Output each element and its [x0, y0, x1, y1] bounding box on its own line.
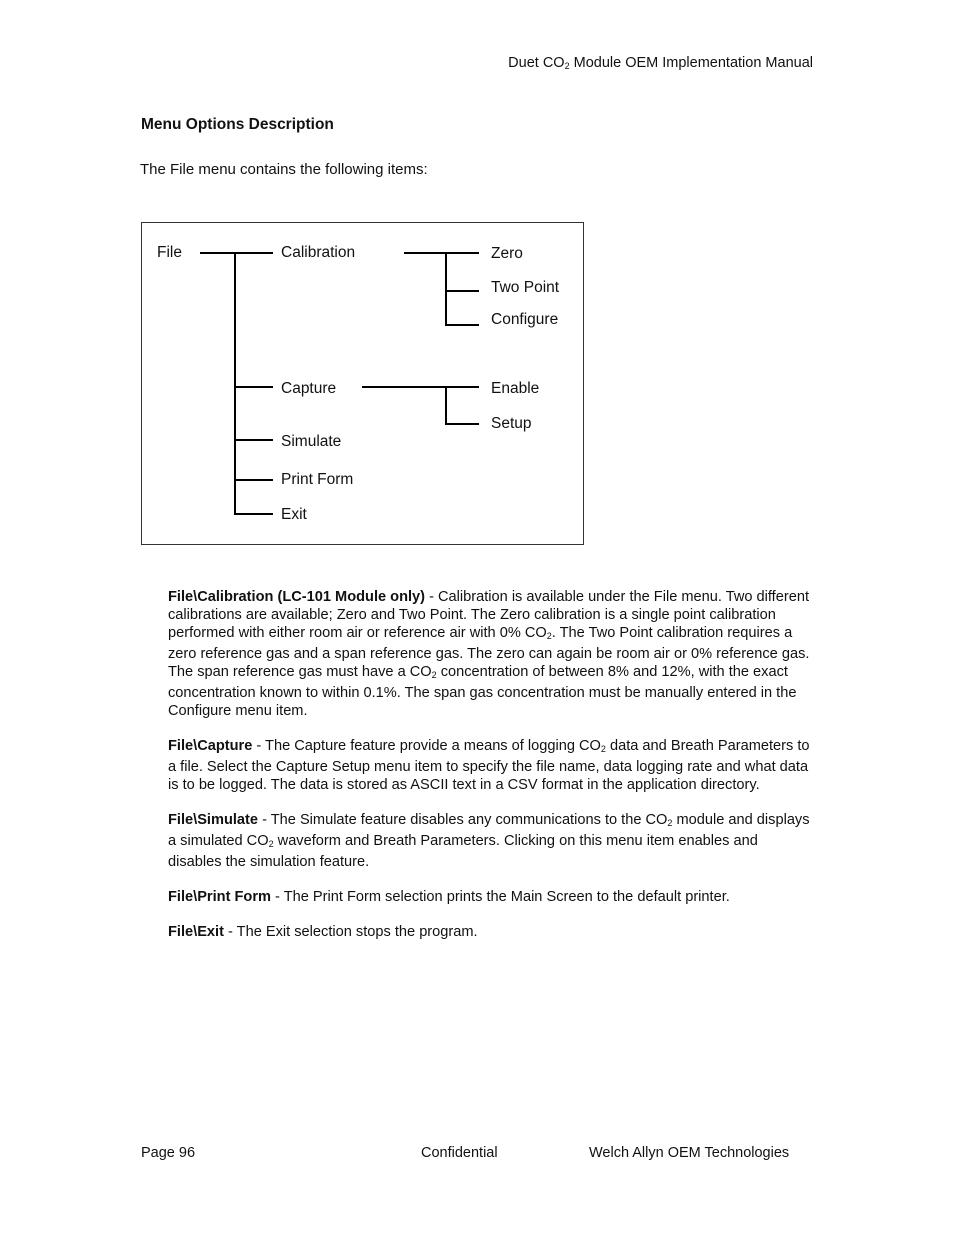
running-header: Duet $CO_2$ Module OEM Implementation Manual	[508, 55, 813, 71]
connector-exit	[234, 513, 273, 515]
connector-two-point	[445, 290, 479, 292]
node-zero: Zero	[491, 245, 523, 262]
intro-text: The File menu contains the following items:	[140, 161, 428, 178]
connector-calibration-vertical	[445, 252, 447, 325]
connector-file	[200, 252, 273, 254]
connector-file-lower-vertical	[234, 386, 236, 515]
node-enable: Enable	[491, 380, 540, 397]
footer-page-number: Page 96	[141, 1145, 196, 1161]
menu-descriptions	[168, 588, 813, 958]
connector-setup	[445, 423, 479, 425]
paragraph-capture: File\Capture - The Capture feature provide a means of logging $CO_2$ data and Breath Parameters to a file. Select the Capture Setup menu item to specify the file name, data logging rate and what data is to be logged. The data is stored as ASCII text in a CSV format in the application directory.	[168, 738, 810, 793]
node-simulate: Simulate	[281, 433, 342, 450]
node-exit: Exit	[281, 506, 307, 523]
node-file: File	[157, 244, 182, 261]
paragraph-simulate: File\Simulate - The Simulate feature disables any communications to the $CO_2$ module and displays a simulated $CO_2$ waveform and Breath Parameters. Clicking on this menu item enables and disables the simulation feature.	[168, 812, 810, 870]
footer-company: Welch Allyn OEM Technologies	[589, 1145, 790, 1161]
node-two-point: Two Point	[491, 279, 560, 296]
node-calibration: Calibration	[281, 244, 356, 261]
paragraph-exit: File\Exit - The Exit selection stops the program.	[168, 924, 478, 940]
connector-calibration	[404, 252, 479, 254]
section-title: Menu Options Description	[141, 116, 334, 133]
paragraph-calibration: File\Calibration (LC-101 Module only) - Calibration is available under the File menu. Two different calibrations are available; Zero and Two Point. The Zero calibration is a single point calibration performed with either room air or reference air with 0% $CO_2$. The Two Point calibration requires a zero reference gas and a span reference gas. The zero can again be room air or 0% reference gas. The span reference gas must have a $CO_2$ concentration of between 8% and 12%, with the exact concentration known to within 0.1%. The span gas concentration must be manually entered in the Configure menu item.	[168, 589, 810, 719]
connector-print-form	[234, 479, 273, 481]
paragraph-print-form: File\Print Form - The Print Form selection prints the Main Screen to the default printer.	[168, 889, 730, 905]
connector-file-upper-vertical	[234, 252, 236, 386]
connector-capture	[234, 386, 273, 388]
node-setup: Setup	[491, 415, 532, 432]
connector-configure	[445, 324, 479, 326]
connector-capture-vertical	[445, 386, 447, 424]
footer-confidential: Confidential	[421, 1145, 498, 1161]
node-print-form: Print Form	[281, 471, 354, 488]
connector-simulate	[234, 439, 273, 441]
connector-capture-right	[362, 386, 479, 388]
menu-tree-diagram	[141, 222, 584, 545]
node-configure: Configure	[491, 311, 559, 328]
node-capture: Capture	[281, 380, 337, 397]
